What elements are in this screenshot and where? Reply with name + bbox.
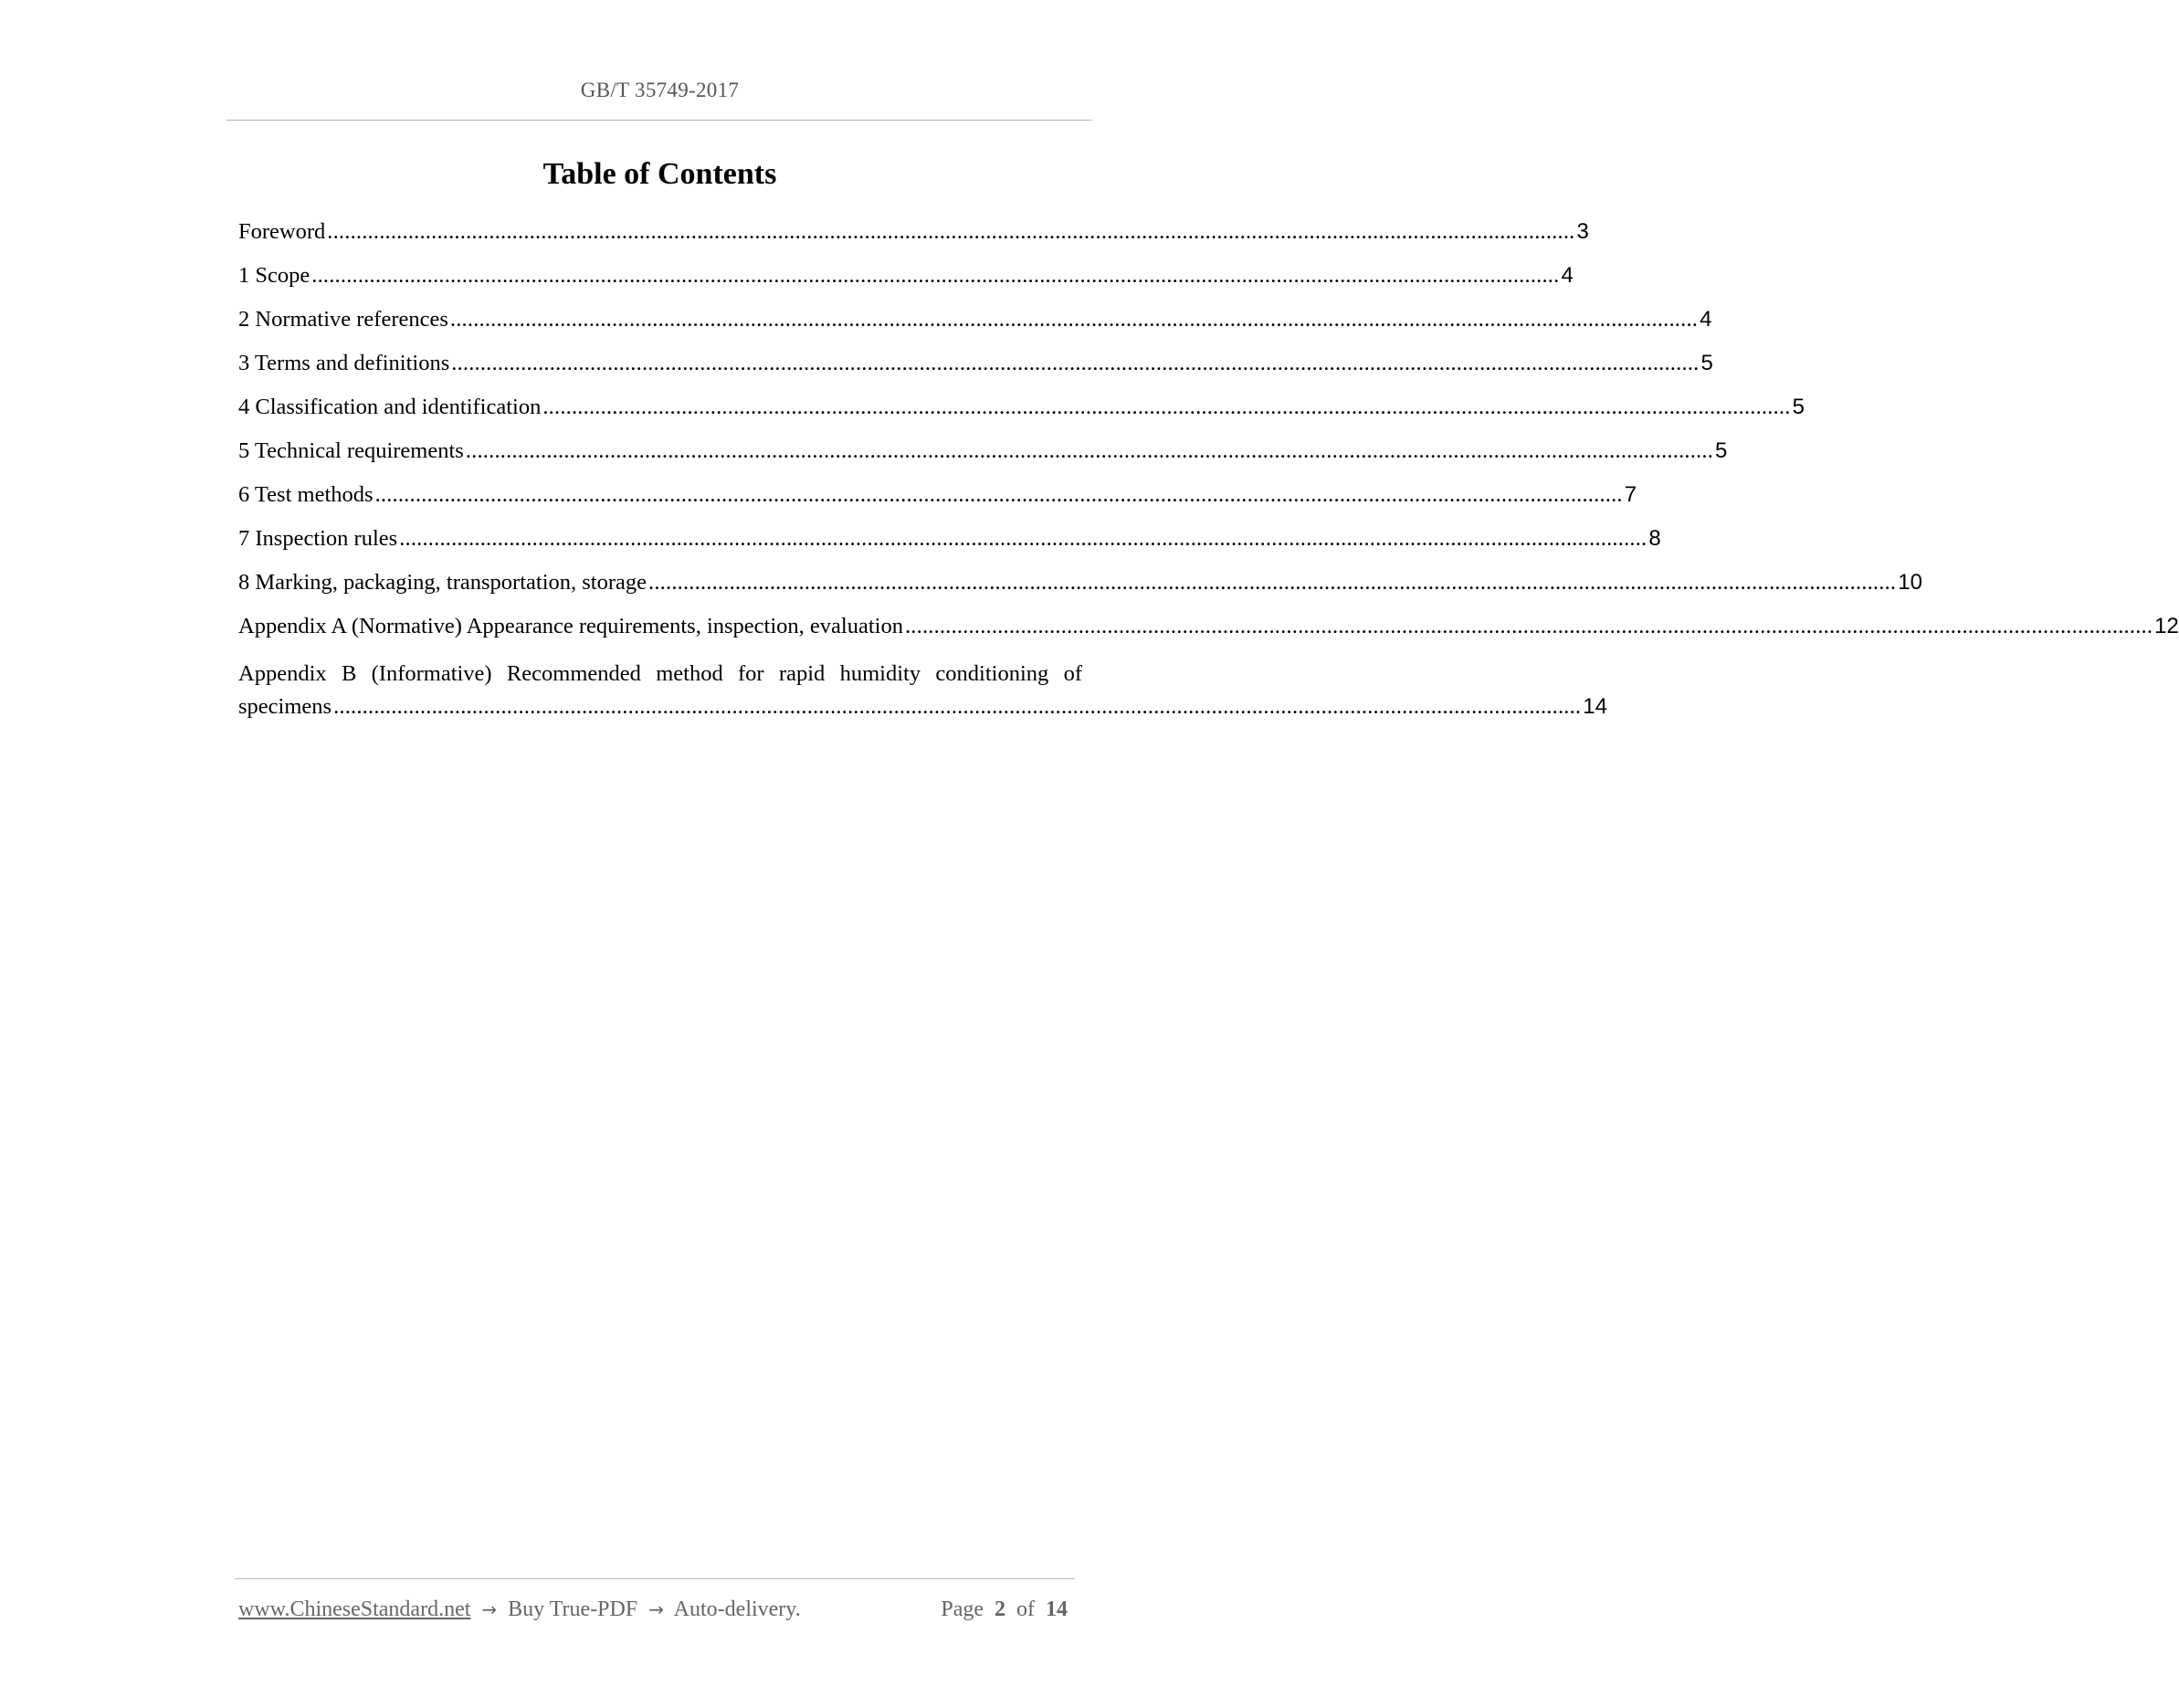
running-header: GB/T 35749-2017 xyxy=(580,79,740,101)
toc-entry-label-line2-row xyxy=(238,691,1607,723)
toc-entry-label-line1: Appendix B (Informative) Recommended method for rapid humidity conditioning of xyxy=(238,661,1082,686)
toc-entry-appendix-b[interactable] xyxy=(238,658,1607,723)
toc-entry-label: Foreword xyxy=(238,219,326,244)
footer-step-buy: Buy True-PDF xyxy=(508,1597,638,1621)
header-divider xyxy=(226,120,1092,121)
toc-list xyxy=(238,219,2179,723)
toc-entry-label: 1 Scope xyxy=(238,263,311,288)
dot-leader: ........................................................................................................................................................................................................................ xyxy=(327,219,1575,244)
toc-title: Table of Contents xyxy=(542,157,777,191)
toc-entry-label: 6 Test methods xyxy=(238,482,374,507)
toc-entry-inspection-rules[interactable] xyxy=(238,526,1661,570)
page-current: 2 xyxy=(995,1597,1005,1621)
page-total: 14 xyxy=(1046,1597,1068,1621)
footer-promo xyxy=(238,1597,801,1622)
site-link[interactable]: www.ChineseStandard.net xyxy=(238,1597,471,1621)
footer-step-delivery: Auto-delivery. xyxy=(673,1597,801,1621)
toc-entry-label: Appendix A (Normative) Appearance requirements, inspection, evaluation xyxy=(238,614,903,638)
dot-leader: ........................................................................................................................................................................................................................ xyxy=(465,438,1714,463)
toc-entry-page: 12 xyxy=(2154,614,2179,638)
toc-entry-label: 2 Normative references xyxy=(238,307,448,332)
toc-entry-page: 10 xyxy=(1898,570,1922,595)
dot-leader: ........................................................................................................................................................................................................................ xyxy=(333,694,1582,719)
dot-leader: ........................................................................................................................................................................................................................ xyxy=(399,526,1647,551)
toc-entry-normative-references[interactable] xyxy=(238,307,1712,351)
toc-entry-foreword[interactable] xyxy=(238,219,1589,263)
dot-leader: ........................................................................................................................................................................................................................ xyxy=(648,570,1897,595)
dot-leader: ........................................................................................................................................................................................................................ xyxy=(449,307,1699,332)
toc-entry-page: 7 xyxy=(1624,482,1637,507)
page-of: of xyxy=(1016,1597,1035,1621)
page-number xyxy=(941,1597,1073,1622)
toc-entry-page: 4 xyxy=(1700,307,1712,332)
toc-entry-technical-requirements[interactable] xyxy=(238,438,1728,482)
toc-entry-page: 8 xyxy=(1648,526,1661,551)
arrow-right-icon: → xyxy=(481,1598,498,1620)
page-footer xyxy=(238,1597,1073,1622)
toc-entry-page: 14 xyxy=(1583,694,1607,719)
toc-entry-page: 5 xyxy=(1792,395,1805,419)
toc-entry-label: 7 Inspection rules xyxy=(238,526,398,551)
toc-entry-terms-definitions[interactable] xyxy=(238,351,1713,395)
toc-entry-test-methods[interactable] xyxy=(238,482,1637,526)
toc-entry-label: 8 Marking, packaging, transportation, storage xyxy=(238,570,647,595)
toc-entry-marking-packaging[interactable] xyxy=(238,570,1922,614)
toc-entry-classification[interactable] xyxy=(238,395,1805,438)
dot-leader: ........................................................................................................................................................................................................................ xyxy=(311,263,1560,288)
toc-entry-scope[interactable] xyxy=(238,263,1574,307)
toc-entry-page: 5 xyxy=(1715,438,1728,463)
toc-entry-page: 4 xyxy=(1561,263,1574,288)
page-word: Page xyxy=(941,1597,984,1621)
toc-entry-page: 5 xyxy=(1700,351,1713,375)
toc-entry-appendix-a[interactable] xyxy=(238,614,2179,658)
dot-leader: ........................................................................................................................................................................................................................ xyxy=(451,351,1700,375)
dot-leader: ........................................................................................................................................................................................................................ xyxy=(374,482,1623,507)
toc-entry-label: 4 Classification and identification xyxy=(238,395,542,419)
footer-divider xyxy=(235,1578,1075,1579)
toc-entry-page: 3 xyxy=(1576,219,1589,244)
dot-leader: ........................................................................................................................................................................................................................ xyxy=(904,614,2153,638)
toc-entry-label-line2: specimens xyxy=(238,694,332,719)
toc-entry-label: 3 Terms and definitions xyxy=(238,351,450,375)
dot-leader: ........................................................................................................................................................................................................................ xyxy=(542,395,1791,419)
toc-entry-label: 5 Technical requirements xyxy=(238,438,464,463)
arrow-right-icon: → xyxy=(648,1598,664,1620)
